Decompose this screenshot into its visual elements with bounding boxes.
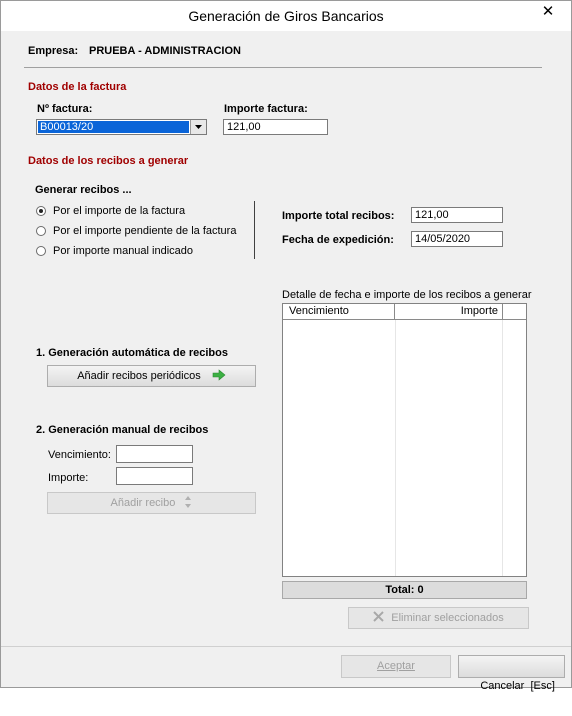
title-bar[interactable] bbox=[1, 1, 571, 31]
close-icon: ✕ bbox=[541, 3, 555, 20]
delete-icon bbox=[373, 611, 384, 622]
factura-section-heading: Datos de la factura bbox=[28, 81, 127, 93]
delete-selected-button[interactable] bbox=[348, 607, 529, 629]
window-title: Generación de Giros Bancarios bbox=[188, 8, 384, 24]
cancel-button[interactable] bbox=[458, 655, 565, 692]
radio-label-importe-factura: Por el importe de la factura bbox=[53, 205, 186, 217]
importe-manual-field[interactable] bbox=[116, 467, 193, 485]
options-divider bbox=[254, 201, 255, 259]
vencimiento-label: Vencimiento: bbox=[48, 449, 111, 461]
importe-factura-label: Importe factura: bbox=[224, 103, 308, 115]
total-bar: Total: 0 bbox=[282, 581, 527, 599]
radio-importe-manual[interactable] bbox=[36, 246, 46, 256]
radio-importe-pendiente[interactable] bbox=[36, 226, 46, 236]
num-factura-value: B00013/20 bbox=[38, 121, 189, 133]
chevron-down-icon bbox=[191, 120, 206, 134]
auto-generation-heading: 1. Generación automática de recibos bbox=[36, 347, 228, 359]
grid-column-line bbox=[502, 320, 503, 576]
column-header-vencimiento[interactable]: Vencimiento bbox=[283, 304, 395, 319]
cancel-label: Cancelar [Esc] bbox=[480, 680, 555, 692]
add-receipt-button[interactable] bbox=[47, 492, 256, 514]
num-factura-label: Nº factura: bbox=[37, 103, 93, 115]
manual-generation-heading: 2. Generación manual de recibos bbox=[36, 424, 209, 436]
empresa-label: Empresa: bbox=[28, 45, 79, 57]
up-down-arrows-icon bbox=[184, 496, 192, 508]
radio-label-importe-manual: Por importe manual indicado bbox=[53, 245, 194, 257]
detalle-caption: Detalle de fecha e importe de los recibos a generar bbox=[282, 289, 532, 301]
receipts-grid[interactable] bbox=[282, 303, 527, 577]
accept-label: Aceptar bbox=[377, 660, 415, 672]
generar-recibos-label: Generar recibos ... bbox=[35, 184, 132, 196]
add-periodic-receipts-button[interactable] bbox=[47, 365, 256, 387]
dropdown-button[interactable] bbox=[190, 120, 206, 134]
close-button[interactable] bbox=[533, 1, 563, 23]
grid-column-line bbox=[395, 320, 396, 576]
radio-label-importe-pendiente: Por el importe pendiente de la factura bbox=[53, 225, 237, 237]
radio-importe-factura[interactable] bbox=[36, 206, 46, 216]
arrow-right-icon bbox=[212, 369, 226, 381]
importe-total-field[interactable]: 121,00 bbox=[411, 207, 503, 223]
column-header-importe[interactable]: Importe bbox=[395, 304, 503, 319]
footer-divider bbox=[1, 646, 571, 647]
empresa-value: PRUEBA - ADMINISTRACION bbox=[89, 45, 241, 57]
importe-factura-field[interactable]: 121,00 bbox=[223, 119, 328, 135]
add-receipt-label: Añadir recibo bbox=[110, 497, 176, 509]
vencimiento-field[interactable] bbox=[116, 445, 193, 463]
header-divider bbox=[24, 67, 542, 68]
importe-manual-label: Importe: bbox=[48, 472, 89, 484]
recibos-section-heading: Datos de los recibos a generar bbox=[28, 155, 189, 167]
add-periodic-receipts-label: Añadir recibos periódicos bbox=[77, 370, 201, 382]
grid-header bbox=[283, 304, 526, 320]
delete-selected-label: Eliminar seleccionados bbox=[391, 612, 504, 624]
accept-button[interactable] bbox=[341, 655, 451, 678]
importe-total-label: Importe total recibos: bbox=[282, 210, 395, 222]
num-factura-select[interactable] bbox=[36, 119, 207, 135]
fecha-expedicion-label: Fecha de expedición: bbox=[282, 234, 394, 246]
fecha-expedicion-field[interactable]: 14/05/2020 bbox=[411, 231, 503, 247]
